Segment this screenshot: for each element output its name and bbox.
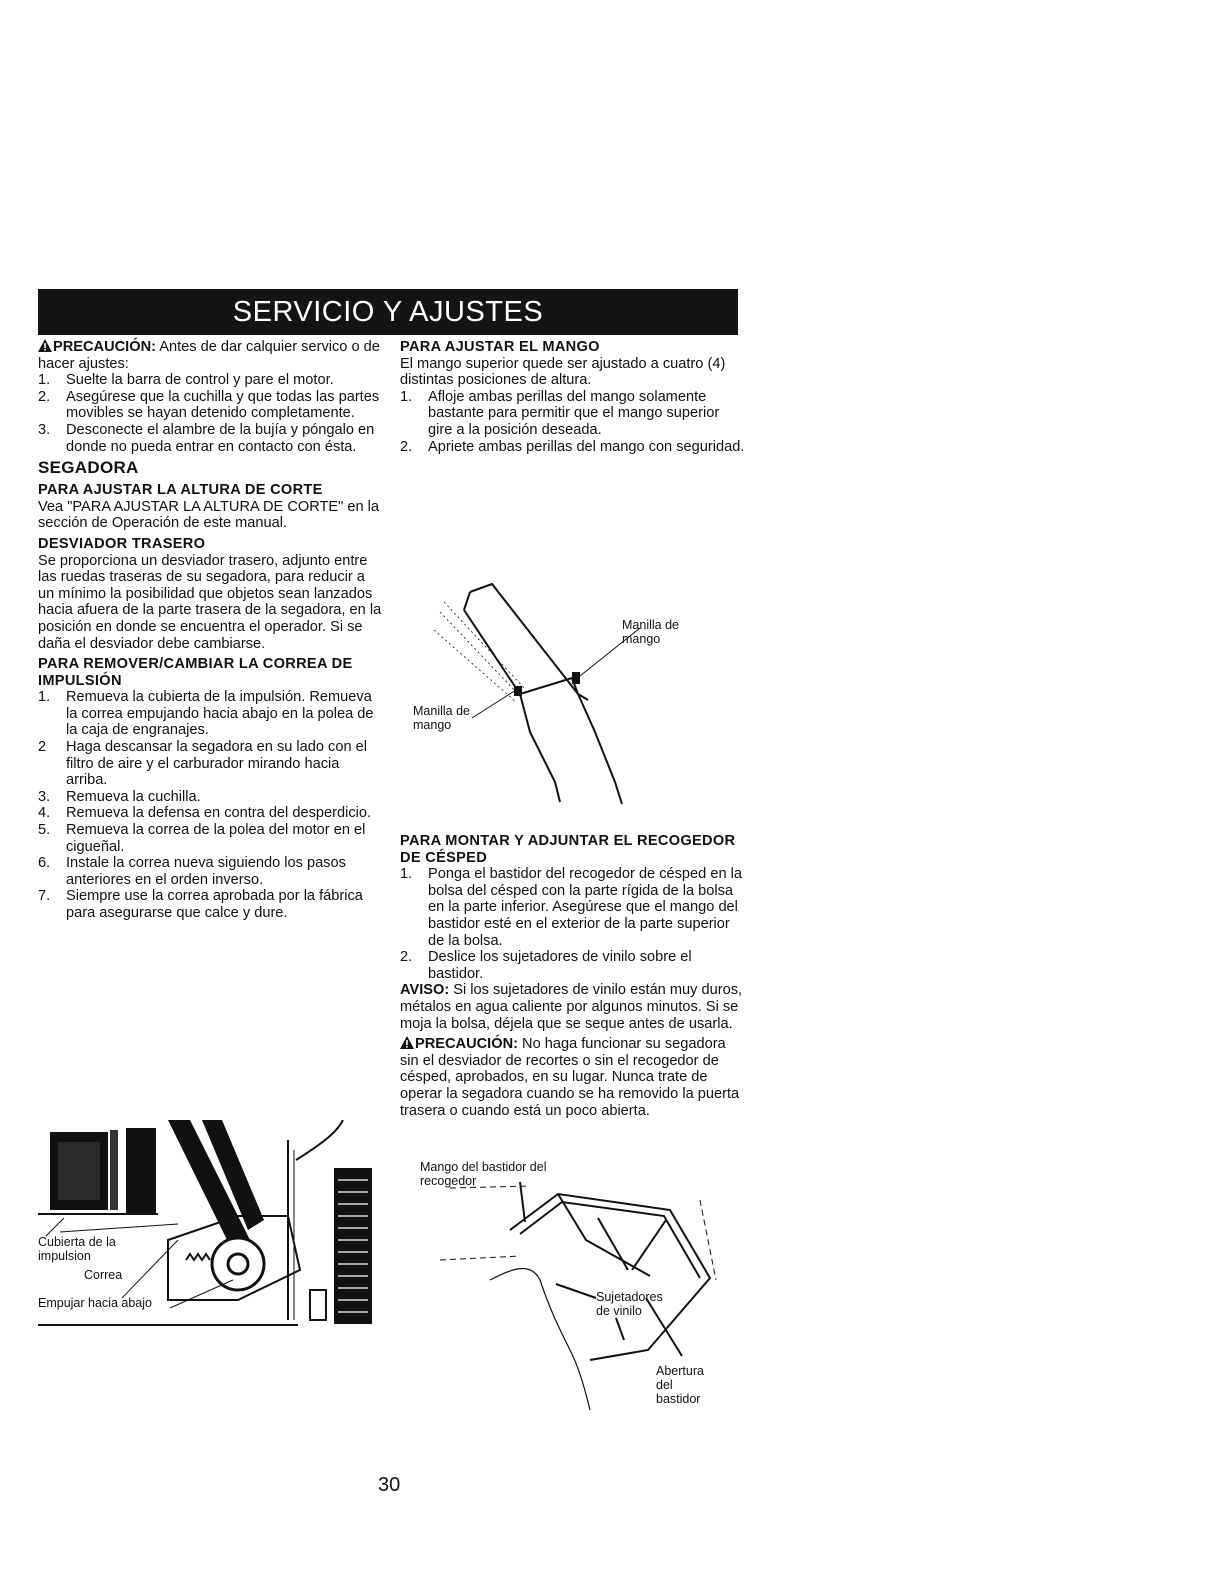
deflector-title: DESVIADOR TRASERO xyxy=(38,535,206,552)
grass-catcher-figure xyxy=(420,1160,730,1415)
list-item: 2 Haga descansar la segadora en su lado con el filtro de aire y el carburador mirando hacia arriba. xyxy=(38,739,367,789)
caution-steps xyxy=(38,372,383,455)
handle-steps xyxy=(400,389,745,455)
list-item: 4. Remueva la defensa en contra del desperdicio. xyxy=(38,805,372,822)
right-column-lower xyxy=(400,833,745,1119)
label-knob-left: Manilla de mango xyxy=(413,704,470,732)
notice-label: AVISO: xyxy=(400,982,450,999)
caution-paragraph-right: PRECAUCIÓN: No haga funcionar su segadora sin el desviador de recortes o sin el recogedor de césped, aprobados, en su lugar. Nunca trate de operar la segadora cuando se ha removido la puerta trasera o cuando está un poco abierta. xyxy=(400,1036,740,1119)
page-number: 30 xyxy=(378,1474,401,1496)
deflector-text: Se proporciona un desviador trasero, adjunto entre las ruedas traseras de su segadora, para reducir a un mínimo la posibilidad que objetos sean lanzados hacia afuera de la parte trasera de la segadora, en la posición en donde se encuentra el operador. Si se daña el desviador debe cambiarse. xyxy=(38,552,382,652)
right-column xyxy=(400,339,745,455)
list-item: 5. Remueva la correa de la polea del motor en el cigueñal. xyxy=(38,822,366,855)
left-column xyxy=(38,339,383,922)
notice-paragraph: AVISO: Si los sujetadores de vinilo están muy duros, métalos en agua caliente por algunos minutos. Si se moja la bolsa, déjela que se seque antes de usarla. xyxy=(400,982,743,1032)
label-frame-handle: Mango del bastidor del recogedor xyxy=(420,1160,547,1188)
label-opening: Abertura del bastidor xyxy=(656,1364,704,1406)
list-item: 3. Desconecte el alambre de la bujía y póngalo en donde no pueda entrar en contacto con ésta. xyxy=(38,421,375,455)
cut-height-title: PARA AJUSTAR LA ALTURA DE CORTE xyxy=(38,482,323,499)
label-belt: Correa xyxy=(84,1268,123,1282)
section-banner: SERVICIO Y AJUSTES xyxy=(38,289,738,335)
list-item: 2. Asegúrese que la cuchilla y que todas las partes movibles se hayan detenido completamente. xyxy=(38,388,380,422)
list-item: 1. Suelte la barra de control y pare el motor. xyxy=(38,372,334,389)
section-title-segadora: SEGADORA xyxy=(38,458,139,478)
list-item: 6. Instale la correa nueva siguiendo los pasos anteriores en el orden inverso. xyxy=(38,855,346,888)
handle-title: PARA AJUSTAR EL MANGO xyxy=(400,339,600,355)
drive-belt-figure xyxy=(38,1120,378,1330)
handle-text: El mango superior quede ser ajustado a cuatro (4) distintas posiciones de altura. xyxy=(400,355,726,389)
list-item: 2. Deslice los sujetadores de vinilo sobre el bastidor. xyxy=(400,949,692,982)
list-item: 1. Ponga el bastidor del recogedor de césped en la bolsa del césped con la parte rígida de la bolsa en la parte inferior. Asegúrese que el mango del bastidor esté en el exterior de la parte superior de la bolsa. xyxy=(400,866,742,949)
belt-steps xyxy=(38,689,383,921)
handle-figure xyxy=(400,582,730,822)
caution-text: Antes de dar calquier servico o de hacer ajustes: xyxy=(38,339,380,372)
list-item: 3. Remueva la cuchilla. xyxy=(38,788,201,805)
catcher-steps xyxy=(400,866,745,982)
label-push: Empujar hacia abajo xyxy=(38,1296,152,1310)
label-cover: Cubierta de la impulsion xyxy=(38,1235,116,1263)
list-item: 7. Siempre use la correa aprobada por la fábrica para asegurarse que calce y dure. xyxy=(38,888,363,921)
belt-title: PARA REMOVER/CAMBIAR LA CORREA DE IMPULSIÓN xyxy=(38,656,353,689)
caution-label: PRECAUCIÓN: xyxy=(415,1036,518,1053)
caution-paragraph xyxy=(38,339,383,372)
caution-label: PRECAUCIÓN: xyxy=(53,339,156,355)
warning-triangle-icon xyxy=(400,1036,414,1049)
label-clips: Sujetadores de vinilo xyxy=(596,1290,663,1318)
cut-height-text: Vea "PARA AJUSTAR LA ALTURA DE CORTE" en la sección de Operación de este manual. xyxy=(38,498,380,532)
list-item: 2. Apriete ambas perillas del mango con seguridad. xyxy=(400,438,745,455)
catcher-title: PARA MONTAR Y ADJUNTAR EL RECOGEDOR DE CÉSPED xyxy=(400,833,736,866)
label-knob-right: Manilla de mango xyxy=(622,618,679,646)
warning-triangle-icon xyxy=(38,339,52,352)
list-item: 1. Remueva la cubierta de la impulsión. Remueva la correa empujando hacia abajo en la polea de la caja de engranajes. xyxy=(38,689,374,739)
list-item: 1. Afloje ambas perillas del mango solamente bastante para permitir que el mango superior gire a la posición deseada. xyxy=(400,388,720,438)
